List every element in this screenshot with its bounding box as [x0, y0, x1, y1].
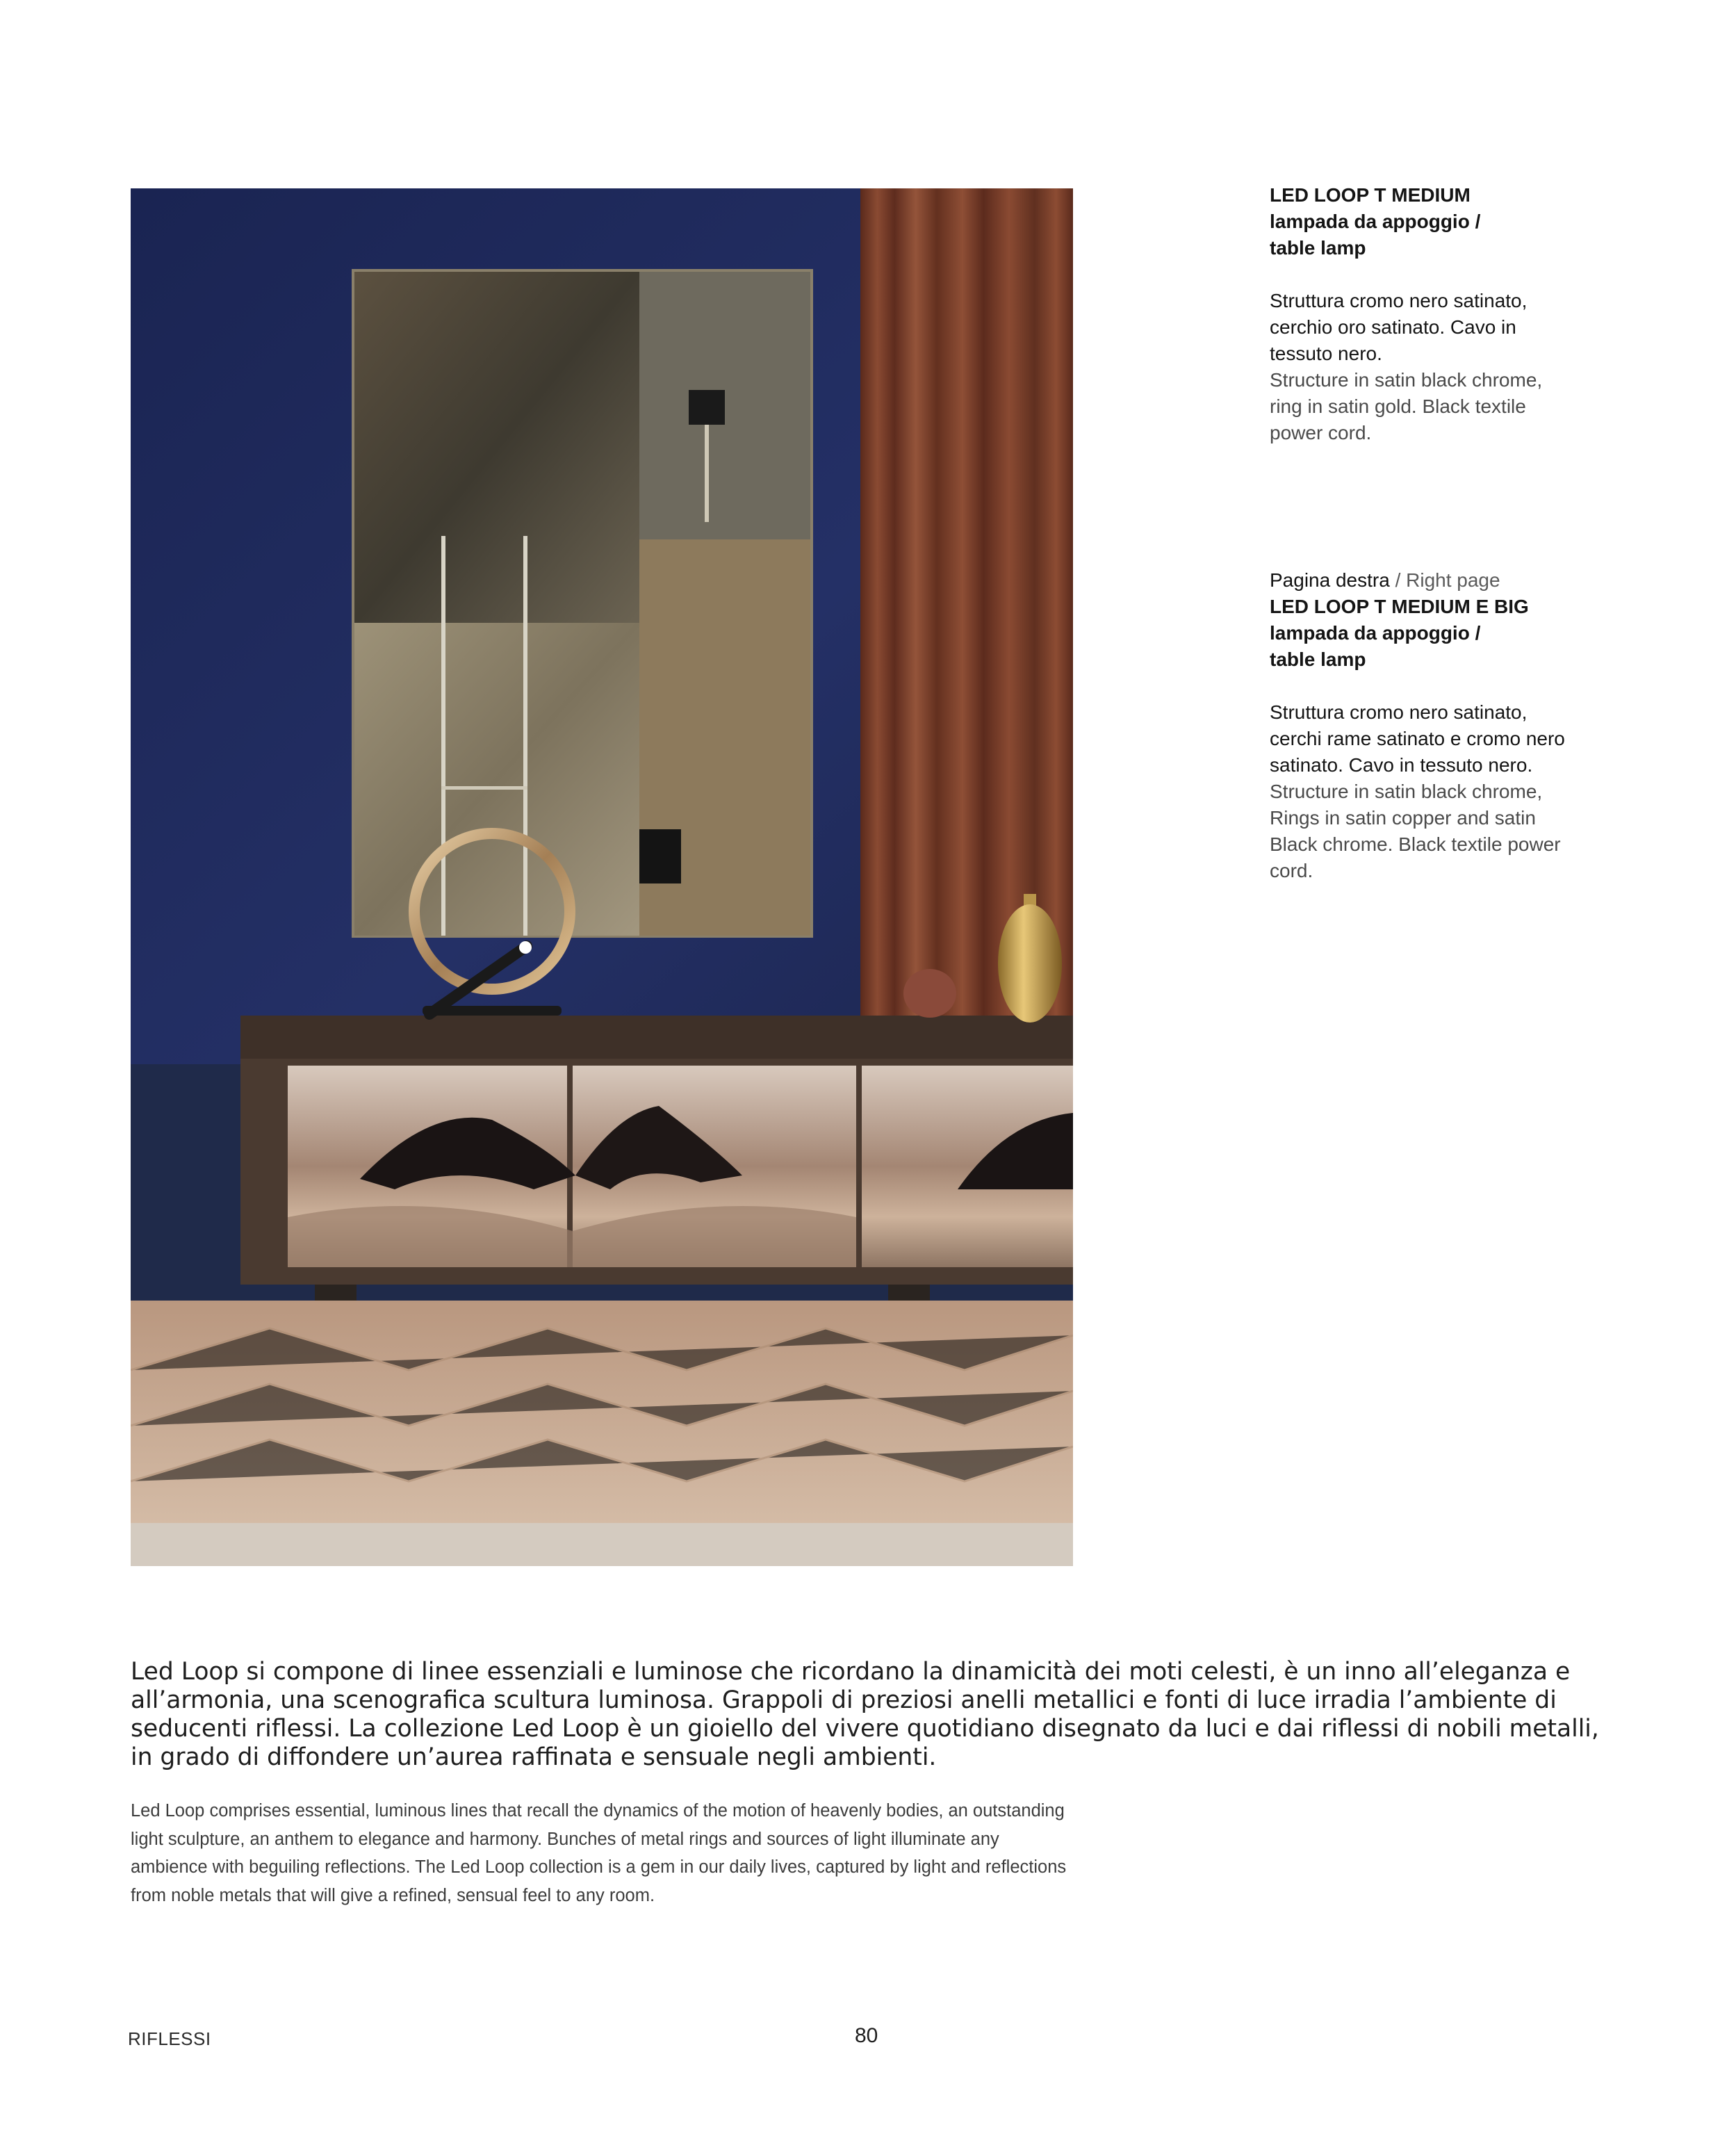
kicker-italian: Pagina destra — [1270, 569, 1390, 591]
caption-italian-description: Struttura cromo nero satinato, cerchio oro satinato. Cavo in tessuto nero. — [1270, 290, 1528, 364]
caption-subtitle: lampada da appoggio / — [1270, 211, 1481, 232]
caption-title: LED LOOP T MEDIUM E BIG — [1270, 596, 1529, 617]
copper-votive — [903, 969, 956, 1018]
lead-paragraph-italian: Led Loop si compone di linee essenziali e luminose che ricordano la dinamicità dei moti celesti, è un inno all’eleganza e all’armonia, una scenografica scultura luminosa. Grappoli di preziosi anelli metallici e fonti di luce irradia l’ambiente di seducenti riflessi. La collezione Led Loop è un gioiello del vivere quotidiano disegnato da luci e dai riflessi di nobili metalli, in grado di diffondere un’aurea raffinata e sensuale negli ambienti. — [131, 1658, 1599, 1771]
mirror-doors — [288, 1066, 1073, 1267]
caption-subtitle: table lamp — [1270, 649, 1366, 670]
caption-italian-description: Struttura cromo nero satinato, cerchi rame satinato e cromo nero satinato. Cavo in tessuto nero. — [1270, 701, 1565, 776]
abstract-painting — [352, 269, 813, 938]
caption-led-loop-t-medium-e-big — [1270, 567, 1575, 884]
caption-column — [1270, 182, 1575, 884]
kicker-english: Right page — [1406, 569, 1500, 591]
sideboard-top — [240, 1016, 1073, 1059]
caption-subtitle: table lamp — [1270, 237, 1366, 259]
product-photo — [131, 188, 1073, 1566]
kicker-separator: / — [1389, 569, 1407, 591]
page-number: 80 — [855, 2024, 878, 2047]
rug-edge — [131, 1523, 1073, 1566]
interior-scene — [131, 188, 1073, 1566]
caption-subtitle: lampada da appoggio / — [1270, 622, 1481, 644]
caption-led-loop-t-medium — [1270, 182, 1575, 446]
body-paragraph-english: Led Loop comprises essential, luminous lines that recall the dynamics of the motion of heavenly bodies, an outstanding light sculpture, an anthem to elegance and harmony. Bunches of metal rings and sources of light illuminate any ambience with beguiling reflections. The Led Loop collection is a gem in our daily lives, captured by light and reflections from noble metals that will give a refined, sensual feel to any room. — [131, 1801, 1067, 1905]
floor-pattern — [131, 1328, 1073, 1481]
caption-title: LED LOOP T MEDIUM — [1270, 184, 1471, 206]
caption-english-description: Structure in satin black chrome, Rings in satin copper and satin Black chrome. Black textile power cord. — [1270, 781, 1561, 881]
footer-section-name: RIFLESSI — [128, 2028, 211, 2049]
caption-english-description: Structure in satin black chrome, ring in satin gold. Black textile power cord. — [1270, 369, 1543, 443]
caption-kicker — [1270, 567, 1575, 594]
